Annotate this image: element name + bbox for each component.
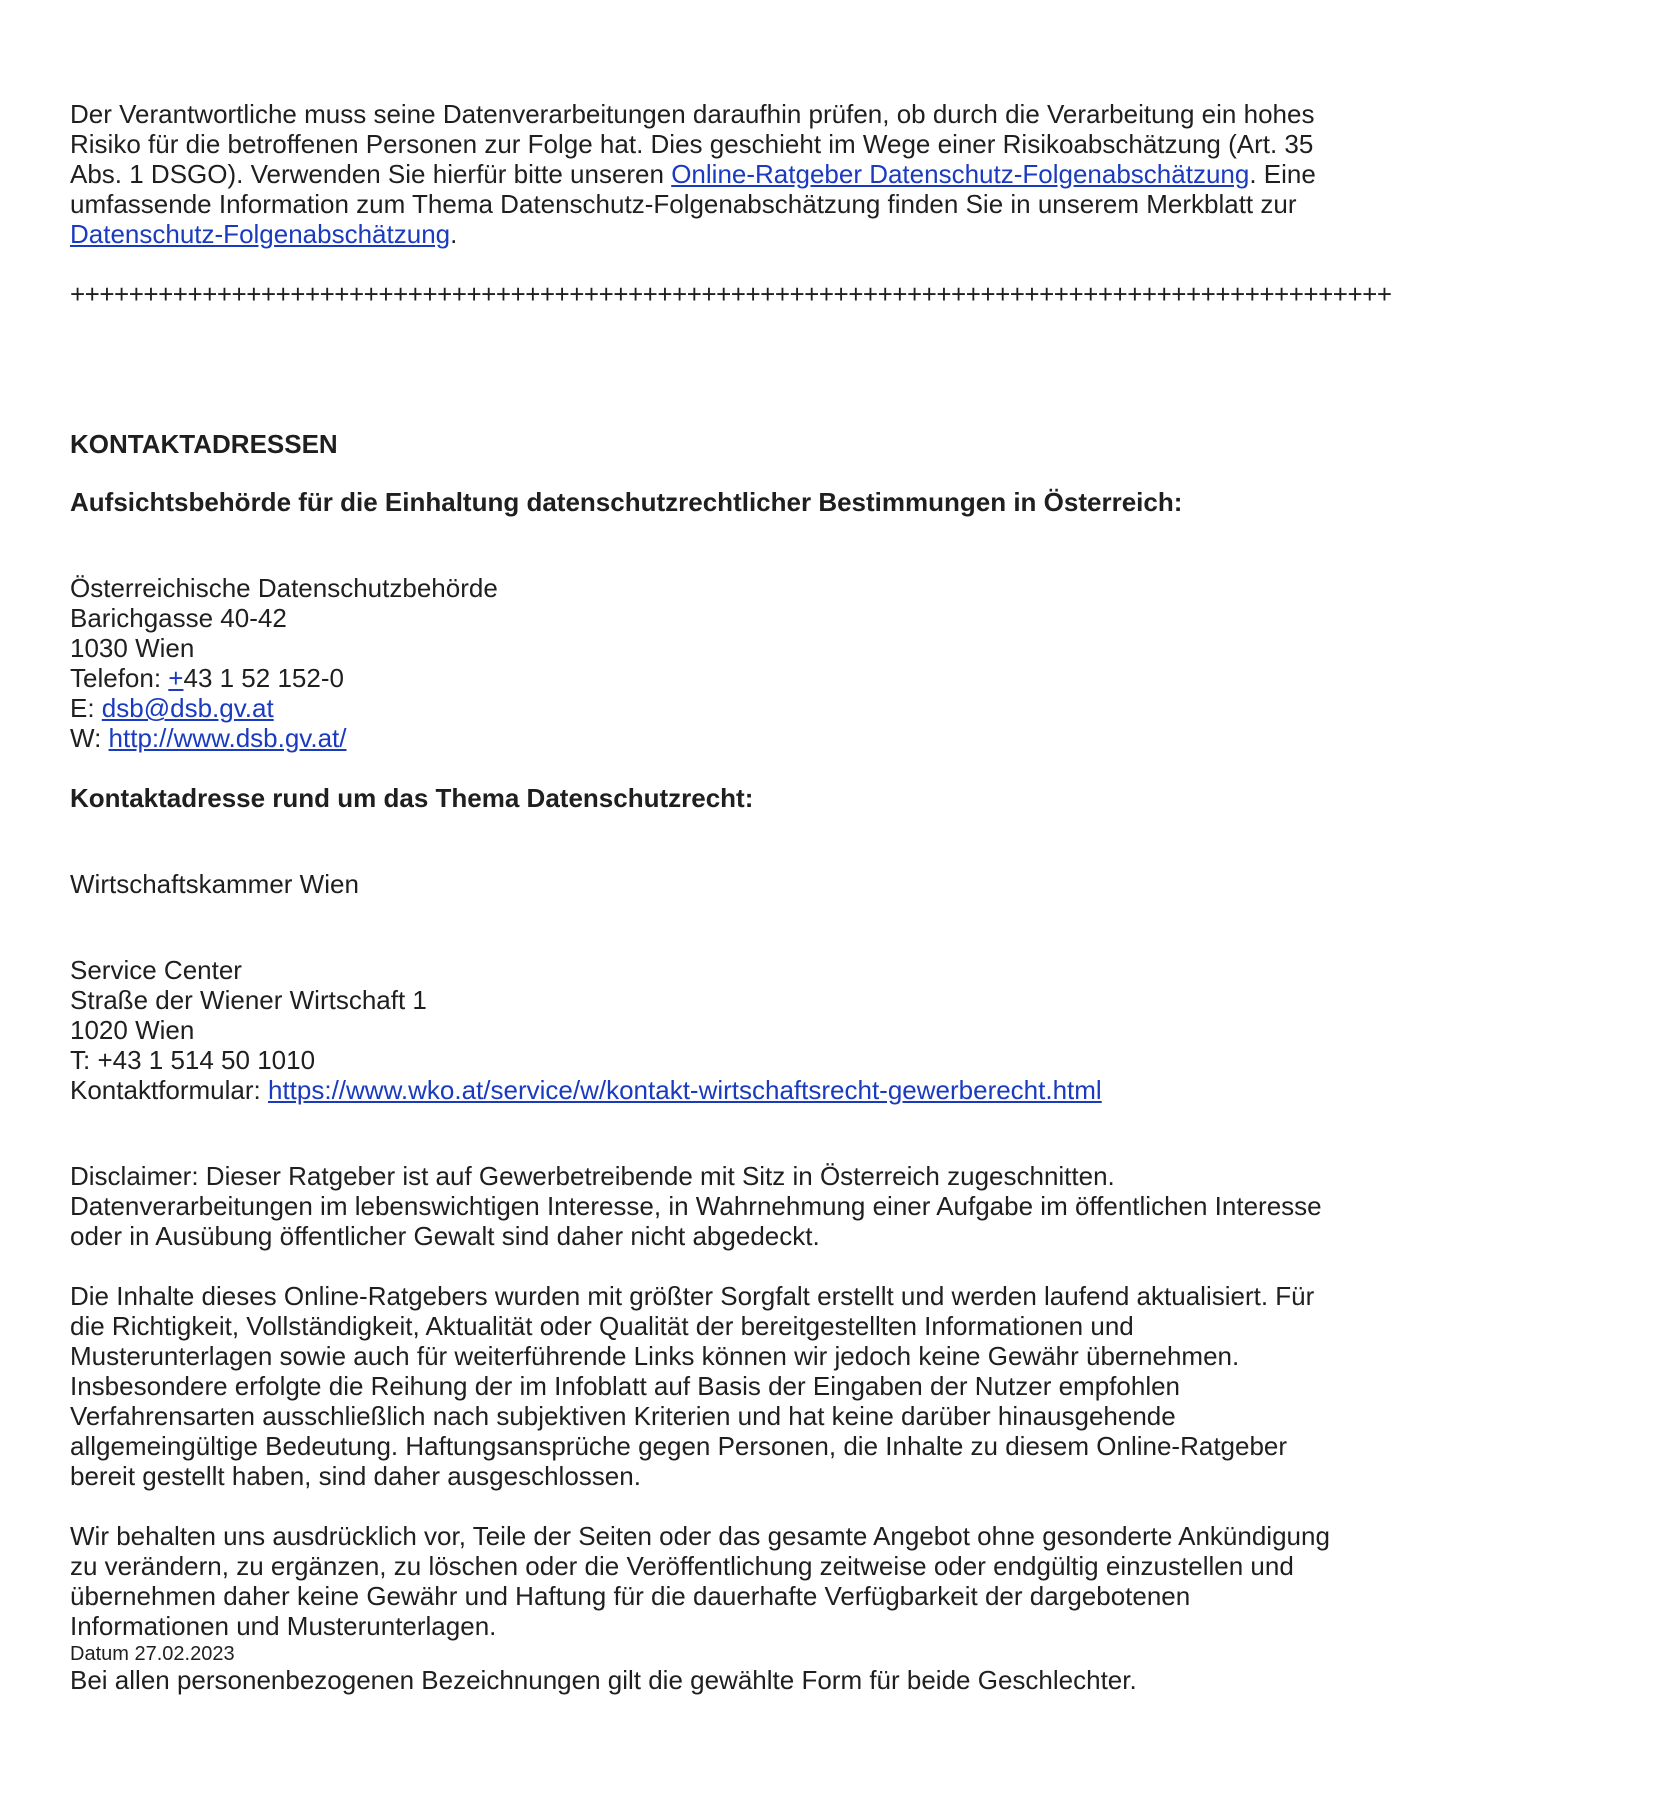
authority-street: Barichgasse 40-42 [70, 603, 287, 633]
authority-city: 1030 Wien [70, 633, 195, 663]
dsfa-ratgeber-link[interactable]: Online-Ratgeber Datenschutz-Folgenabschätzung [671, 159, 1250, 189]
wk-street: Straße der Wiener Wirtschaft 1 [70, 985, 427, 1015]
email-link[interactable]: dsb@dsb.gv.at [101, 693, 274, 723]
gender-note: Bei allen personenbezogenen Bezeichnungen gilt die gewählte Form für beide Geschlechter. [70, 1665, 1137, 1695]
disclaimer-paragraph-3 [70, 1521, 1510, 1641]
disclaimer-line: Disclaimer: Dieser Ratgeber ist auf Gewerbetreibende mit Sitz in Österreich zugeschnitten. [70, 1161, 1115, 1191]
authority-address [70, 573, 1510, 753]
website-link[interactable]: http://www.dsb.gv.at/ [108, 723, 347, 753]
disclaimer-line: übernehmen daher keine Gewähr und Haftung für die dauerhafte Verfügbarkeit der dargebotenen [70, 1581, 1191, 1611]
dsfa-merkblatt-link[interactable]: Datenschutz-Folgenabschätzung [70, 219, 451, 249]
wk-city: 1020 Wien [70, 1015, 195, 1045]
separator-line: ++++++++++++++++++++++++++++++++++++++++++++++++++++++++++++++++++++++++++++++++++++++++++ [70, 279, 1392, 309]
wk-address [70, 955, 1510, 1105]
authority-web [70, 723, 1510, 753]
intro-line: umfassende Information zum Thema Datenschutz-Folgenabschätzung finden Sie in unserem Merkblatt zur [70, 189, 1297, 219]
disclaimer-line: Die Inhalte dieses Online-Ratgebers wurden mit größter Sorgfalt erstellt und werden laufend aktualisiert. Für [70, 1281, 1315, 1311]
authority-heading: Aufsichtsbehörde für die Einhaltung datenschutzrechtlicher Bestimmungen in Österreich: [70, 487, 1183, 517]
authority-name: Österreichische Datenschutzbehörde [70, 573, 498, 603]
disclaimer-line: allgemeingültige Bedeutung. Haftungsansprüche gegen Personen, die Inhalte zu diesem Online-Ratgeber [70, 1431, 1288, 1461]
intro-text: Abs. 1 DSGO). Verwenden Sie hierfür bitte unseren [70, 159, 672, 189]
phone-label: Telefon: [70, 663, 169, 693]
disclaimer-line: Informationen und Musterunterlagen. [70, 1611, 497, 1641]
intro-text: . Eine [1249, 159, 1316, 189]
document-date: Datum 27.02.2023 [70, 1643, 235, 1665]
wk-contact-form [70, 1075, 1510, 1105]
contact-form-link[interactable]: https://www.wko.at/service/w/kontakt-wirtschaftsrecht-gewerberecht.html [267, 1075, 1102, 1105]
disclaimer-paragraph-1 [70, 1161, 1510, 1251]
intro-text: . [450, 219, 458, 249]
disclaimer-line: oder in Ausübung öffentlicher Gewalt sind daher nicht abgedeckt. [70, 1221, 820, 1251]
disclaimer-line: Verfahrensarten ausschließlich nach subjektiven Kriterien und hat keine darüber hinausgehende [70, 1401, 1176, 1431]
intro-paragraph [70, 99, 1510, 249]
disclaimer-line: die Richtigkeit, Vollständigkeit, Aktualität oder Qualität der bereitgestellten Informationen und [70, 1311, 1134, 1341]
authority-email [70, 693, 1510, 723]
form-label: Kontaktformular: [70, 1075, 268, 1105]
wk-phone: T: +43 1 514 50 1010 [70, 1045, 316, 1075]
law-contact-heading: Kontaktadresse rund um das Thema Datenschutzrecht: [70, 783, 754, 813]
wk-name: Wirtschaftskammer Wien [70, 869, 359, 899]
disclaimer-line: bereit gestellt haben, sind daher ausgeschlossen. [70, 1461, 641, 1491]
authority-phone [70, 663, 1510, 693]
disclaimer-line: Wir behalten uns ausdrücklich vor, Teile der Seiten oder das gesamte Angebot ohne gesonderte Ankündigung [70, 1521, 1330, 1551]
disclaimer-line: Musterunterlagen sowie auch für weiterführende Links können wir jedoch keine Gewähr übernehmen. [70, 1341, 1240, 1371]
disclaimer-line: zu verändern, zu ergänzen, zu löschen oder die Veröffentlichung zeitweise oder endgültig einzustellen und [70, 1551, 1294, 1581]
document-page [70, 99, 1510, 1695]
intro-line [70, 159, 1510, 189]
intro-line: Risiko für die betroffenen Personen zur Folge hat. Dies geschieht im Wege einer Risikoabschätzung (Art. 35 [70, 129, 1314, 159]
intro-line: Der Verantwortliche muss seine Datenverarbeitungen daraufhin prüfen, ob durch die Verarbeitung ein hohes [70, 99, 1315, 129]
phone-number: 43 1 52 152-0 [183, 663, 344, 693]
wk-service-center: Service Center [70, 955, 242, 985]
disclaimer-paragraph-2 [70, 1281, 1510, 1491]
email-label: E: [70, 693, 102, 723]
disclaimer-line: Datenverarbeitungen im lebenswichtigen Interesse, in Wahrnehmung einer Aufgabe im öffentlichen Interesse [70, 1191, 1322, 1221]
phone-link[interactable]: + [168, 663, 184, 693]
intro-line [70, 219, 1510, 249]
disclaimer-line: Insbesondere erfolgte die Reihung der im Infoblatt auf Basis der Eingaben der Nutzer empfohlen [70, 1371, 1181, 1401]
web-label: W: [70, 723, 109, 753]
contacts-heading: KONTAKTADRESSEN [70, 429, 338, 459]
